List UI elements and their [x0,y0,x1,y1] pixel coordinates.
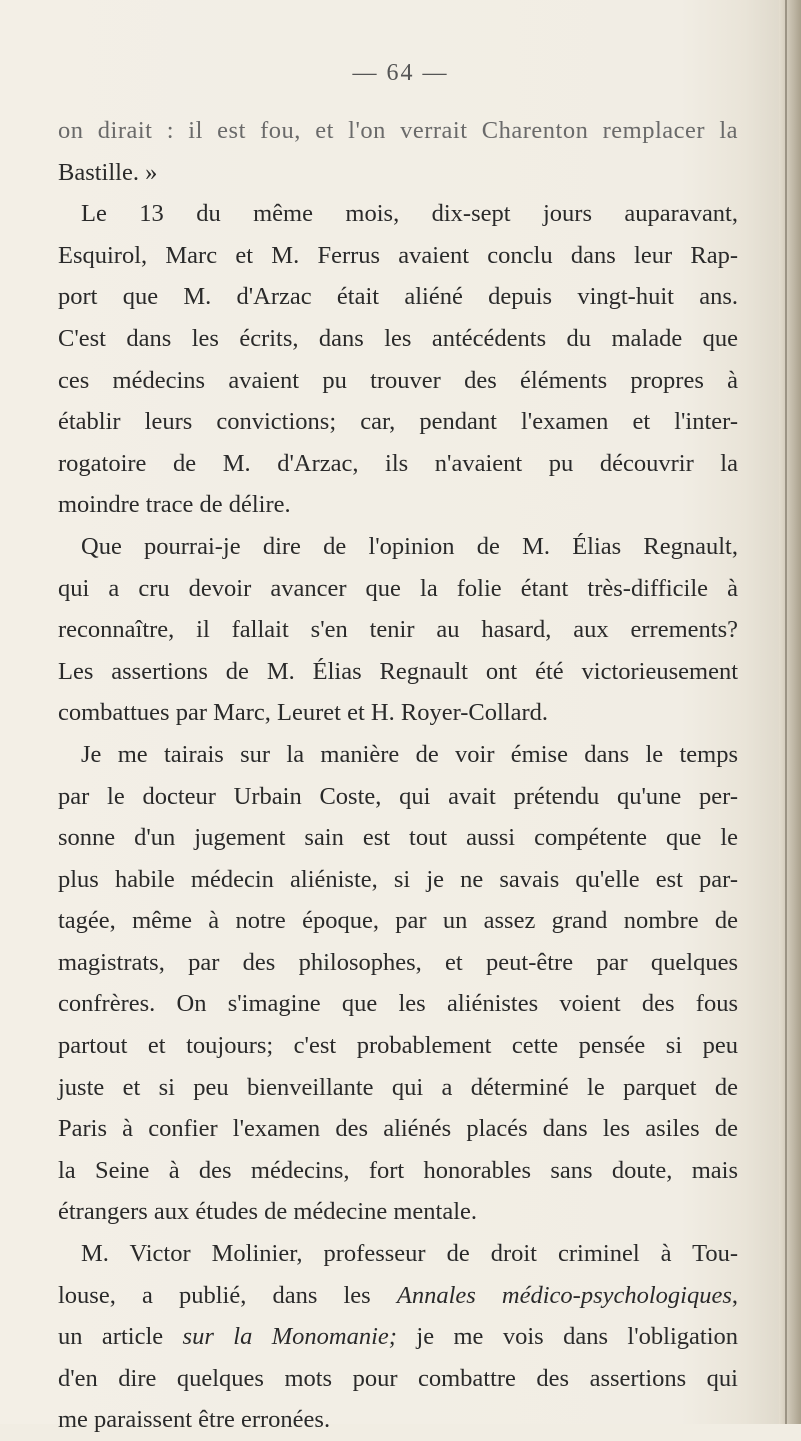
text-line: C'est dans les écrits, dans les antécédents du malade que [58,324,738,352]
text-segment: je me vois dans l'obligation [416,1323,739,1351]
text-line: sonne d'un jugement sain est tout aussi compétente que le [58,824,738,852]
article-title: sur la Monomanie; [182,1323,397,1351]
text-line: magistrats, par des philosophes, et peut-être par quelques [58,948,738,976]
text-line: Bastille. » [58,158,158,186]
text-line: étrangers aux études de médecine mentale. [58,1198,478,1226]
text-line: confrères. On s'imagine que les aliénistes voient des fous [58,990,738,1018]
text-line: tagée, même à notre époque, par un assez grand nombre de [58,907,738,935]
text-line: établir leurs convictions; car, pendant l'examen et l'inter- [58,408,738,436]
text-line-mixed [58,1316,738,1358]
text-line: d'en dire quelques mots pour combattre des assertions qui [58,1364,738,1392]
text-line: Le 13 du même mois, dix-sept jours auparavant, [81,200,738,228]
text-line: plus habile médecin aliéniste, si je ne savais qu'elle est par- [58,865,738,893]
text-line: Les assertions de M. Élias Regnault ont été victorieusement [58,657,738,685]
text-line: rogatoire de M. d'Arzac, ils n'avaient pu découvrir la [58,449,738,477]
text-line: Esquirol, Marc et M. Ferrus avaient conclu dans leur Rap- [58,241,738,269]
text-line: on dirait : il est fou, et l'on verrait Charenton remplacer la [58,117,738,144]
binding-line [785,0,787,1424]
text-line: la Seine à des médecins, fort honorables sans doute, mais [58,1156,738,1184]
page-number: — 64 — [352,60,449,86]
text-line: Je me tairais sur la manière de voir émise dans le temps [81,740,738,768]
text-line: ces médecins avaient pu trouver des éléments propres à [58,366,738,394]
body-text [58,110,738,1441]
text-line: combattues par Marc, Leuret et H. Royer-Collard. [58,699,549,727]
text-line: Que pourrai-je dire de l'opinion de M. Élias Regnault, [81,532,738,560]
text-line: moindre trace de délire. [58,491,291,519]
text-line: juste et si peu bienveillante qui a déterminé le parquet de [58,1073,738,1101]
text-segment: , [731,1281,739,1309]
text-line: reconnaître, il fallait s'en tenir au hasard, aux errements? [58,616,738,644]
text-line: port que M. d'Arzac était aliéné depuis vingt-huit ans. [58,283,738,311]
text-segment: un article [58,1323,164,1351]
text-line: Paris à confier l'examen des aliénés placés dans les asiles de [58,1115,738,1143]
text-line: qui a cru devoir avancer que la folie étant très-difficile à [58,574,738,602]
text-line-mixed [58,1275,738,1317]
text-line: me paraissent être erronées. [58,1406,331,1434]
text-line: M. Victor Molinier, professeur de droit criminel à Tou- [81,1240,738,1268]
page-edge-shadow [779,0,801,1424]
text-segment: louse, a publié, dans les [58,1281,371,1309]
text-line: par le docteur Urbain Coste, qui avait prétendu qu'une per- [58,782,738,810]
text-line: partout et toujours; c'est probablement cette pensée si peu [58,1032,738,1060]
journal-title: Annales médico-psychologiques [396,1281,732,1309]
